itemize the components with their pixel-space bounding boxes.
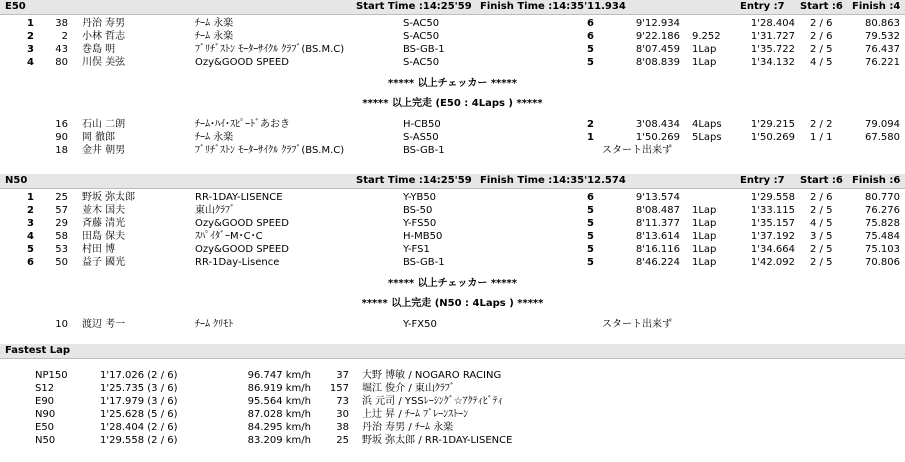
fastest-class: E90 bbox=[35, 396, 55, 407]
total-time: 8'08.487 bbox=[635, 205, 680, 216]
machine: Y-FS1 bbox=[403, 244, 430, 255]
fastest-rider: 丹治 寿男 / ﾁｰﾑ 永楽 bbox=[362, 422, 454, 433]
machine: S-AS50 bbox=[403, 132, 439, 143]
finish-time: Finish Time :14:35'11.934 bbox=[480, 1, 626, 12]
avg-speed: 79.532 bbox=[865, 31, 900, 42]
race-number: 80 bbox=[55, 57, 68, 68]
status-note: スタート出来ず bbox=[602, 319, 672, 330]
total-time: 8'13.614 bbox=[635, 231, 680, 242]
team-name: ﾁｰﾑ 永楽 bbox=[195, 132, 234, 143]
laps: 6 bbox=[587, 31, 594, 42]
rider-name: 川俣 美弦 bbox=[82, 57, 126, 68]
avg-speed: 70.806 bbox=[865, 257, 900, 268]
fastest-lap-time: 1'28.404 (2 / 6) bbox=[100, 422, 178, 433]
entry-count: Entry :7 bbox=[740, 175, 785, 186]
result-position: 3 bbox=[27, 218, 34, 229]
fastest-class: S12 bbox=[35, 383, 55, 394]
rider-name: 斉藤 清光 bbox=[82, 218, 126, 229]
machine: H-CB50 bbox=[403, 119, 441, 130]
team-name: Ozy&GOOD SPEED bbox=[195, 57, 289, 68]
fastest-speed: 96.747 km/h bbox=[247, 370, 311, 381]
rider-name: 丹治 寿男 bbox=[82, 18, 126, 29]
fastest-rider: 大野 博敏 / NOGARO RACING bbox=[362, 370, 502, 381]
race-number: 29 bbox=[55, 218, 68, 229]
total-time: 8'07.459 bbox=[635, 44, 680, 55]
laps: 5 bbox=[587, 244, 594, 255]
start-count: Start :6 bbox=[800, 175, 843, 186]
finish-count: Finish :4 bbox=[852, 1, 901, 12]
class-title: E50 bbox=[5, 1, 26, 12]
best-lap-time: 1'35.157 bbox=[750, 218, 795, 229]
machine: Y-FX50 bbox=[403, 319, 437, 330]
completed-line: ***** 以上完走 (N50 : 4Laps ) ***** bbox=[361, 298, 544, 309]
team-name: ﾌﾞﾘﾁﾞｽﾄﾝ ﾓｰﾀｰｻｲｸﾙ ｸﾗﾌﾞ(BS.M.C) bbox=[195, 145, 345, 156]
machine: H-MB50 bbox=[403, 231, 443, 242]
avg-speed: 79.094 bbox=[865, 119, 900, 130]
avg-speed: 80.770 bbox=[865, 192, 900, 203]
team-name: ﾁｰﾑ 永楽 bbox=[195, 18, 234, 29]
best-lap-time: 1'37.192 bbox=[750, 231, 795, 242]
best-lap-time: 1'34.132 bbox=[750, 57, 795, 68]
best-lap-time: 1'29.558 bbox=[750, 192, 795, 203]
rider-name: 巻島 明 bbox=[82, 44, 116, 55]
team-name: RR-1Day-Lisence bbox=[195, 257, 280, 268]
avg-speed: 75.828 bbox=[865, 218, 900, 229]
machine: S-AC50 bbox=[403, 57, 440, 68]
machine: BS-GB-1 bbox=[403, 44, 445, 55]
best-lap-number: 2 / 2 bbox=[810, 119, 833, 130]
finish-count: Finish :6 bbox=[852, 175, 901, 186]
best-lap-number: 2 / 5 bbox=[810, 244, 833, 255]
fastest-lap-title: Fastest Lap bbox=[5, 345, 70, 356]
avg-speed: 75.103 bbox=[865, 244, 900, 255]
gap: 1Lap bbox=[692, 205, 717, 216]
class-title: N50 bbox=[5, 175, 28, 186]
fastest-class: NP150 bbox=[35, 370, 68, 381]
avg-speed: 80.863 bbox=[865, 18, 900, 29]
total-time: 1'50.269 bbox=[635, 132, 680, 143]
finish-time: Finish Time :14:35'12.574 bbox=[480, 175, 626, 186]
rider-name: 渡辺 考一 bbox=[82, 319, 126, 330]
result-position: 2 bbox=[27, 205, 34, 216]
laps: 2 bbox=[587, 119, 594, 130]
machine: BS-50 bbox=[403, 205, 433, 216]
team-name: Ozy&GOOD SPEED bbox=[195, 244, 289, 255]
avg-speed: 67.580 bbox=[865, 132, 900, 143]
race-number: 53 bbox=[55, 244, 68, 255]
avg-speed: 75.484 bbox=[865, 231, 900, 242]
race-number: 2 bbox=[61, 31, 68, 42]
best-lap-time: 1'50.269 bbox=[750, 132, 795, 143]
fastest-rider: 上辻 昇 / ﾁｰﾑ ﾌﾞﾚｰﾝｽﾄｰﾝ bbox=[362, 409, 469, 420]
best-lap-time: 1'28.404 bbox=[750, 18, 795, 29]
laps: 1 bbox=[587, 132, 594, 143]
result-position: 1 bbox=[27, 18, 34, 29]
fastest-number: 157 bbox=[329, 383, 349, 394]
team-name: Ozy&GOOD SPEED bbox=[195, 218, 289, 229]
fastest-class: N90 bbox=[35, 409, 56, 420]
race-number: 57 bbox=[55, 205, 68, 216]
result-position: 6 bbox=[27, 257, 34, 268]
race-number: 90 bbox=[55, 132, 68, 143]
fastest-rider: 浜 元司 / YSSﾚｰｼﾝｸﾞ☆ｱｸﾃｨﾋﾞﾃｨ bbox=[362, 396, 503, 407]
team-name: ﾁｰﾑ･ﾊｲ･ｽﾋﾟｰﾄﾞあおき bbox=[195, 119, 290, 130]
rider-name: 小林 哲志 bbox=[82, 31, 126, 42]
start-time: Start Time :14:25'59 bbox=[356, 1, 472, 12]
best-lap-number: 2 / 6 bbox=[810, 18, 833, 29]
fastest-lap-time: 1'29.558 (2 / 6) bbox=[100, 435, 178, 446]
fastest-rider: 堀江 俊介 / 東山ｸﾗﾌﾞ bbox=[362, 383, 455, 394]
result-position: 3 bbox=[27, 44, 34, 55]
fastest-lap-time: 1'25.628 (5 / 6) bbox=[100, 409, 178, 420]
race-number: 50 bbox=[55, 257, 68, 268]
checker-line: ***** 以上チェッカー ***** bbox=[388, 278, 517, 289]
machine: BS-GB-1 bbox=[403, 257, 445, 268]
start-time: Start Time :14:25'59 bbox=[356, 175, 472, 186]
best-lap-time: 1'42.092 bbox=[750, 257, 795, 268]
rider-name: 金井 朝男 bbox=[82, 145, 126, 156]
laps: 5 bbox=[587, 205, 594, 216]
total-time: 8'16.116 bbox=[635, 244, 680, 255]
best-lap-time: 1'29.215 bbox=[750, 119, 795, 130]
laps: 5 bbox=[587, 57, 594, 68]
machine: Y-FS50 bbox=[403, 218, 437, 229]
race-number: 10 bbox=[55, 319, 68, 330]
rider-name: 野坂 弥太郎 bbox=[82, 192, 136, 203]
total-time: 8'08.839 bbox=[635, 57, 680, 68]
race-number: 18 bbox=[55, 145, 68, 156]
best-lap-time: 1'33.115 bbox=[750, 205, 795, 216]
fastest-speed: 87.028 km/h bbox=[247, 409, 311, 420]
gap: 1Lap bbox=[692, 231, 717, 242]
best-lap-number: 2 / 6 bbox=[810, 31, 833, 42]
team-name: ﾌﾞﾘﾁﾞｽﾄﾝ ﾓｰﾀｰｻｲｸﾙ ｸﾗﾌﾞ(BS.M.C) bbox=[195, 44, 345, 55]
fastest-number: 25 bbox=[336, 435, 349, 446]
rider-name: 並木 国夫 bbox=[82, 205, 126, 216]
team-name: ﾁｰﾑ 永楽 bbox=[195, 31, 234, 42]
completed-line: ***** 以上完走 (E50 : 4Laps ) ***** bbox=[362, 98, 543, 109]
race-number: 43 bbox=[55, 44, 68, 55]
fastest-speed: 84.295 km/h bbox=[247, 422, 311, 433]
machine: BS-GB-1 bbox=[403, 145, 445, 156]
fastest-class: E50 bbox=[35, 422, 55, 433]
total-time: 3'08.434 bbox=[635, 119, 680, 130]
gap: 1Lap bbox=[692, 244, 717, 255]
fastest-speed: 86.919 km/h bbox=[247, 383, 311, 394]
race-number: 16 bbox=[55, 119, 68, 130]
best-lap-time: 1'34.664 bbox=[750, 244, 795, 255]
total-time: 9'13.574 bbox=[635, 192, 680, 203]
total-time: 9'12.934 bbox=[635, 18, 680, 29]
status-note: スタート出来ず bbox=[602, 145, 672, 156]
result-position: 1 bbox=[27, 192, 34, 203]
fastest-speed: 83.209 km/h bbox=[247, 435, 311, 446]
result-position: 2 bbox=[27, 31, 34, 42]
best-lap-number: 2 / 6 bbox=[810, 192, 833, 203]
total-time: 8'11.377 bbox=[635, 218, 680, 229]
result-position: 4 bbox=[27, 57, 34, 68]
avg-speed: 76.221 bbox=[865, 57, 900, 68]
rider-name: 益子 國光 bbox=[82, 257, 126, 268]
checker-line: ***** 以上チェッカー ***** bbox=[388, 78, 517, 89]
best-lap-time: 1'31.727 bbox=[750, 31, 795, 42]
gap: 1Lap bbox=[692, 257, 717, 268]
total-time: 9'22.186 bbox=[635, 31, 680, 42]
best-lap-number: 1 / 1 bbox=[810, 132, 833, 143]
fastest-number: 30 bbox=[336, 409, 349, 420]
laps: 6 bbox=[587, 18, 594, 29]
gap: 9.252 bbox=[692, 31, 721, 42]
gap: 4Laps bbox=[692, 119, 722, 130]
gap: 1Lap bbox=[692, 44, 717, 55]
machine: S-AC50 bbox=[403, 18, 440, 29]
machine: S-AC50 bbox=[403, 31, 440, 42]
best-lap-number: 4 / 5 bbox=[810, 57, 833, 68]
gap: 1Lap bbox=[692, 218, 717, 229]
race-number: 58 bbox=[55, 231, 68, 242]
gap: 5Laps bbox=[692, 132, 722, 143]
avg-speed: 76.276 bbox=[865, 205, 900, 216]
laps: 6 bbox=[587, 192, 594, 203]
total-time: 8'46.224 bbox=[635, 257, 680, 268]
best-lap-number: 3 / 5 bbox=[810, 231, 833, 242]
rider-name: 村田 博 bbox=[82, 244, 116, 255]
team-name: ﾁｰﾑ ｸﾘﾓﾄ bbox=[195, 319, 234, 330]
team-name: ｽﾊﾟｲﾀﾞｰM･C･C bbox=[195, 231, 263, 242]
laps: 5 bbox=[587, 257, 594, 268]
fastest-number: 73 bbox=[336, 396, 349, 407]
fastest-lap-time: 1'25.735 (3 / 6) bbox=[100, 383, 178, 394]
fastest-speed: 95.564 km/h bbox=[247, 396, 311, 407]
avg-speed: 76.437 bbox=[865, 44, 900, 55]
rider-name: 岡 徹郎 bbox=[82, 132, 116, 143]
machine: Y-YB50 bbox=[403, 192, 437, 203]
team-name: RR-1DAY-LISENCE bbox=[195, 192, 283, 203]
fastest-class: N50 bbox=[35, 435, 56, 446]
result-position: 4 bbox=[27, 231, 34, 242]
rider-name: 田島 保夫 bbox=[82, 231, 126, 242]
race-number: 38 bbox=[55, 18, 68, 29]
fastest-number: 37 bbox=[336, 370, 349, 381]
best-lap-number: 2 / 5 bbox=[810, 205, 833, 216]
fastest-lap-time: 1'17.026 (2 / 6) bbox=[100, 370, 178, 381]
best-lap-number: 2 / 5 bbox=[810, 44, 833, 55]
best-lap-number: 4 / 5 bbox=[810, 218, 833, 229]
rider-name: 石山 二朗 bbox=[82, 119, 126, 130]
gap: 1Lap bbox=[692, 57, 717, 68]
laps: 5 bbox=[587, 44, 594, 55]
entry-count: Entry :7 bbox=[740, 1, 785, 12]
team-name: 東山ｸﾗﾌﾞ bbox=[195, 205, 235, 216]
fastest-rider: 野坂 弥太郎 / RR-1DAY-LISENCE bbox=[362, 435, 513, 446]
best-lap-number: 2 / 5 bbox=[810, 257, 833, 268]
fastest-number: 38 bbox=[336, 422, 349, 433]
best-lap-time: 1'35.722 bbox=[750, 44, 795, 55]
laps: 5 bbox=[587, 231, 594, 242]
race-number: 25 bbox=[55, 192, 68, 203]
laps: 5 bbox=[587, 218, 594, 229]
start-count: Start :6 bbox=[800, 1, 843, 12]
fastest-lap-header-bar bbox=[0, 344, 905, 359]
result-position: 5 bbox=[27, 244, 34, 255]
fastest-lap-time: 1'17.979 (3 / 6) bbox=[100, 396, 178, 407]
